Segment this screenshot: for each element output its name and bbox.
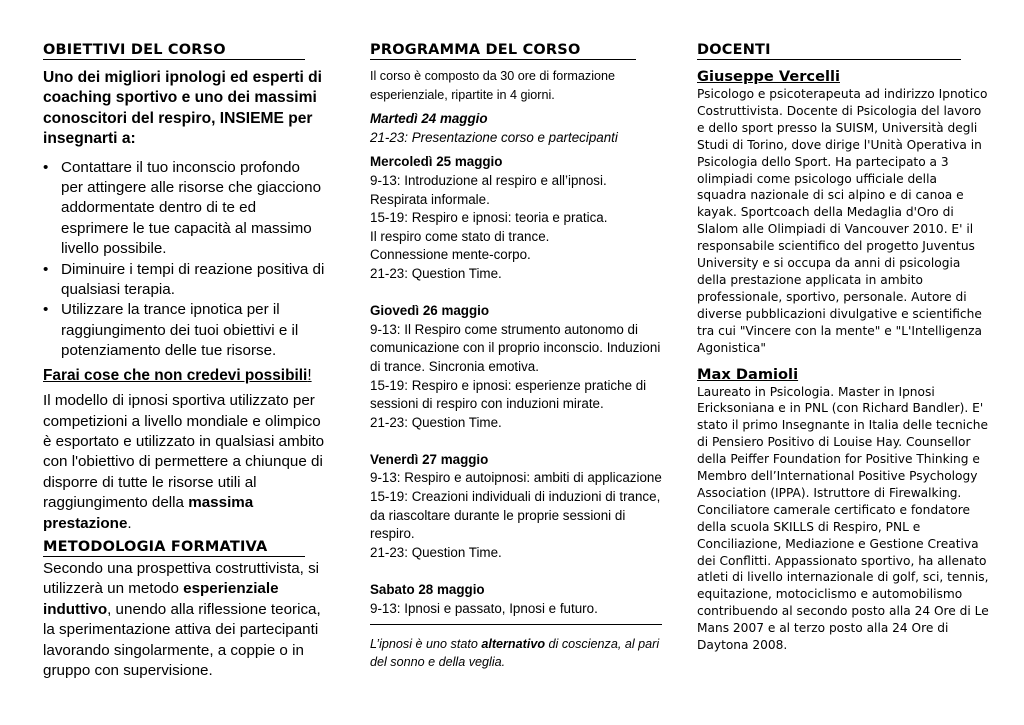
- day-line: 21-23: Question Time.: [370, 265, 502, 281]
- method-bold: esperienziale induttivo: [43, 580, 279, 618]
- program-title: PROGRAMMA DEL CORSO: [370, 42, 581, 58]
- day-title: Mercoledì 25 maggio: [370, 154, 503, 170]
- day-line: 15-19: Respiro e ipnosi: esperienze pratiche di sessioni di respiro con induzioni mirate.: [370, 377, 647, 412]
- day-title: Giovedì 26 maggio: [370, 303, 490, 319]
- spacer: [370, 562, 662, 581]
- model-bold: massima prestazione: [43, 494, 254, 532]
- day-line: 9-13: Il Respiro come strumento autonomo di comunicazione con il proprio inconscio. Induzioni di trance. Sincronia emotiva.: [370, 321, 661, 374]
- day-block: [370, 153, 662, 283]
- objectives-column: [43, 42, 325, 681]
- spacer: [370, 284, 662, 303]
- day-block: [370, 302, 662, 432]
- day-line: Il respiro come stato di trance.: [370, 228, 550, 244]
- day-line: 21-23: Question Time.: [370, 544, 502, 560]
- highlight-text: Farai cose che non credevi possibili: [43, 366, 308, 384]
- objectives-title-rule: [43, 59, 305, 60]
- day-line: Connessione mente-corpo.: [370, 247, 531, 263]
- note-text-a: L’ipnosi è uno stato: [370, 637, 482, 652]
- lead-text-b: , INSIEME per insegnarti a:: [43, 109, 313, 148]
- day-line: 9-13: Ipnosi e passato, Ipnosi e futuro.: [370, 600, 598, 616]
- day-block: [370, 451, 662, 563]
- hypnosis-note: [370, 635, 662, 671]
- day-line: 21-23: Presentazione corso e partecipanti: [370, 129, 618, 145]
- objective-item: • Contattare il tuo inconscio profondo per attingere alle risorse che giacciono addormentate dentro di te ed esprimere le tue capacità al massimo livello possibile.: [43, 158, 325, 260]
- teachers-column: [697, 42, 989, 654]
- teacher-bio: Laureato in Psicologia. Master in Ipnosi Ericksoniana e in PNL (con Richard Bandler). E' stato il primo Insegnante in Italia delle tecniche di Pensiero Positivo di Louise Hay. Counsellor della Peiffer Foundation for Positive Thinking e Membro dell’International Positive Psychology Association (IPPA). Istruttore di Firewalking. Conciliatore camerale certificato e fondatore della scuola SKILLS di Respiro, PNL e Conciliazione, Mediazione e Gestione Creativa dei Conflitti. Appassionato sportivo, ha allenato atleti di livello internazionale di golf, sci, tennis, equitazione, motociclismo e automobilismo contribuendo al secondo posto alla 24 Ore di Le Mans 2007 e al terzo posto alla 24 Ore di Daytona 2008.: [697, 384, 989, 653]
- day-title: Venerdì 27 maggio: [370, 451, 489, 467]
- note-text-b: di coscienza, al pari del sonno e della veglia.: [370, 637, 660, 670]
- highlight-line: [43, 366, 325, 386]
- program-intro: Il corso è composto da 30 ore di formazione esperienziale, ripartite in 4 giorni.: [370, 69, 616, 102]
- highlight-mark: !: [307, 366, 312, 384]
- objective-item: • Utilizzare la trance ipnotica per il raggiungimento dei tuoi obiettivi e il potenziamento delle tue risorse.: [43, 300, 325, 361]
- teachers-title-rule: [697, 59, 961, 60]
- model-text: Il modello di ipnosi sportiva utilizzato per competizioni a livello mondiale e olimpico è esportato e utilizzato in qualsiasi ambito con l'obiettivo di permettere a chiunque di disporre di tutte le risorse utili al raggiungimento della: [43, 392, 325, 512]
- method-title: METODOLOGIA FORMATIVA: [43, 538, 268, 555]
- method-title-rule: [43, 556, 305, 557]
- teacher-name: Giuseppe Vercelli: [697, 68, 840, 85]
- program-bottom-rule: [370, 624, 662, 625]
- objectives-list: [43, 158, 325, 362]
- day-line: 21-23: Question Time.: [370, 414, 502, 430]
- lead-text-a: Uno dei migliori ipnologi ed esperti di coaching sportivo e uno dei massimi conoscitori del respiro: [43, 69, 322, 127]
- program-column: [370, 42, 662, 672]
- model-end: .: [127, 514, 132, 532]
- day-line: 9-13: Respiro e autoipnosi: ambiti di applicazione: [370, 470, 662, 486]
- objectives-lead: [43, 68, 325, 150]
- teachers-title: DOCENTI: [697, 42, 771, 58]
- program-title-rule: [370, 59, 636, 60]
- day-block: [370, 110, 662, 147]
- day-line: 9-13: Introduzione al respiro e all’ipnosi.: [370, 172, 607, 188]
- day-title: Martedì 24 maggio: [370, 111, 488, 127]
- day-title: Sabato 28 maggio: [370, 582, 485, 598]
- objectives-title: OBIETTIVI DEL CORSO: [43, 42, 226, 58]
- method-text-a: Secondo una prospettiva costruttivista, si utilizzerà un metodo: [43, 559, 320, 598]
- method-text-b: , unendo alla riflessione teorica, la sperimentazione attiva dei partecipanti lavorando singolarmente, a coppie o in gruppo con supervisione.: [43, 600, 321, 679]
- day-line: Respirata informale.: [370, 191, 490, 207]
- day-line: 15-19: Respiro e ipnosi: teoria e pratica.: [370, 210, 608, 226]
- teacher-name: Max Damioli: [697, 365, 799, 383]
- day-block: [370, 581, 662, 618]
- teacher-bio: Psicologo e psicoterapeuta ad indirizzo Ipnotico Costruttivista. Docente di Psicologia del lavoro e dello sport presso la SUISM, Università degli Studi di Torino, dove dirige l'Unità Operativa in Psicologia dello Sport. Ha partecipato a 3 olimpiadi come psicologo ufficiale della squadra nazionale di sci alpino e di canoa e kayak. Sportcoach della Medaglia d'Oro di Slalom alle Olimpiadi di Vancouver 2010. E' il responsabile scientifico del progetto Juventus University e si occupa da anni di psicologia della prestazione applicata in ambito professionale, sportivo, personale. Autore di diverse pubblicazioni divulgative e scientifiche tra cui "Vincere con la mente" e "L'Intelligenza Agonistica": [697, 87, 988, 355]
- method-paragraph: [43, 559, 325, 681]
- spacer: [370, 432, 662, 451]
- model-paragraph: [43, 391, 325, 534]
- note-bold: alternativo: [481, 637, 546, 652]
- objective-item: • Diminuire i tempi di reazione positiva di qualsiasi terapia.: [43, 260, 325, 301]
- day-line: 15-19: Creazioni individuali di induzioni di trance, da riascoltare durante le proprie sessioni di respiro.: [370, 489, 661, 542]
